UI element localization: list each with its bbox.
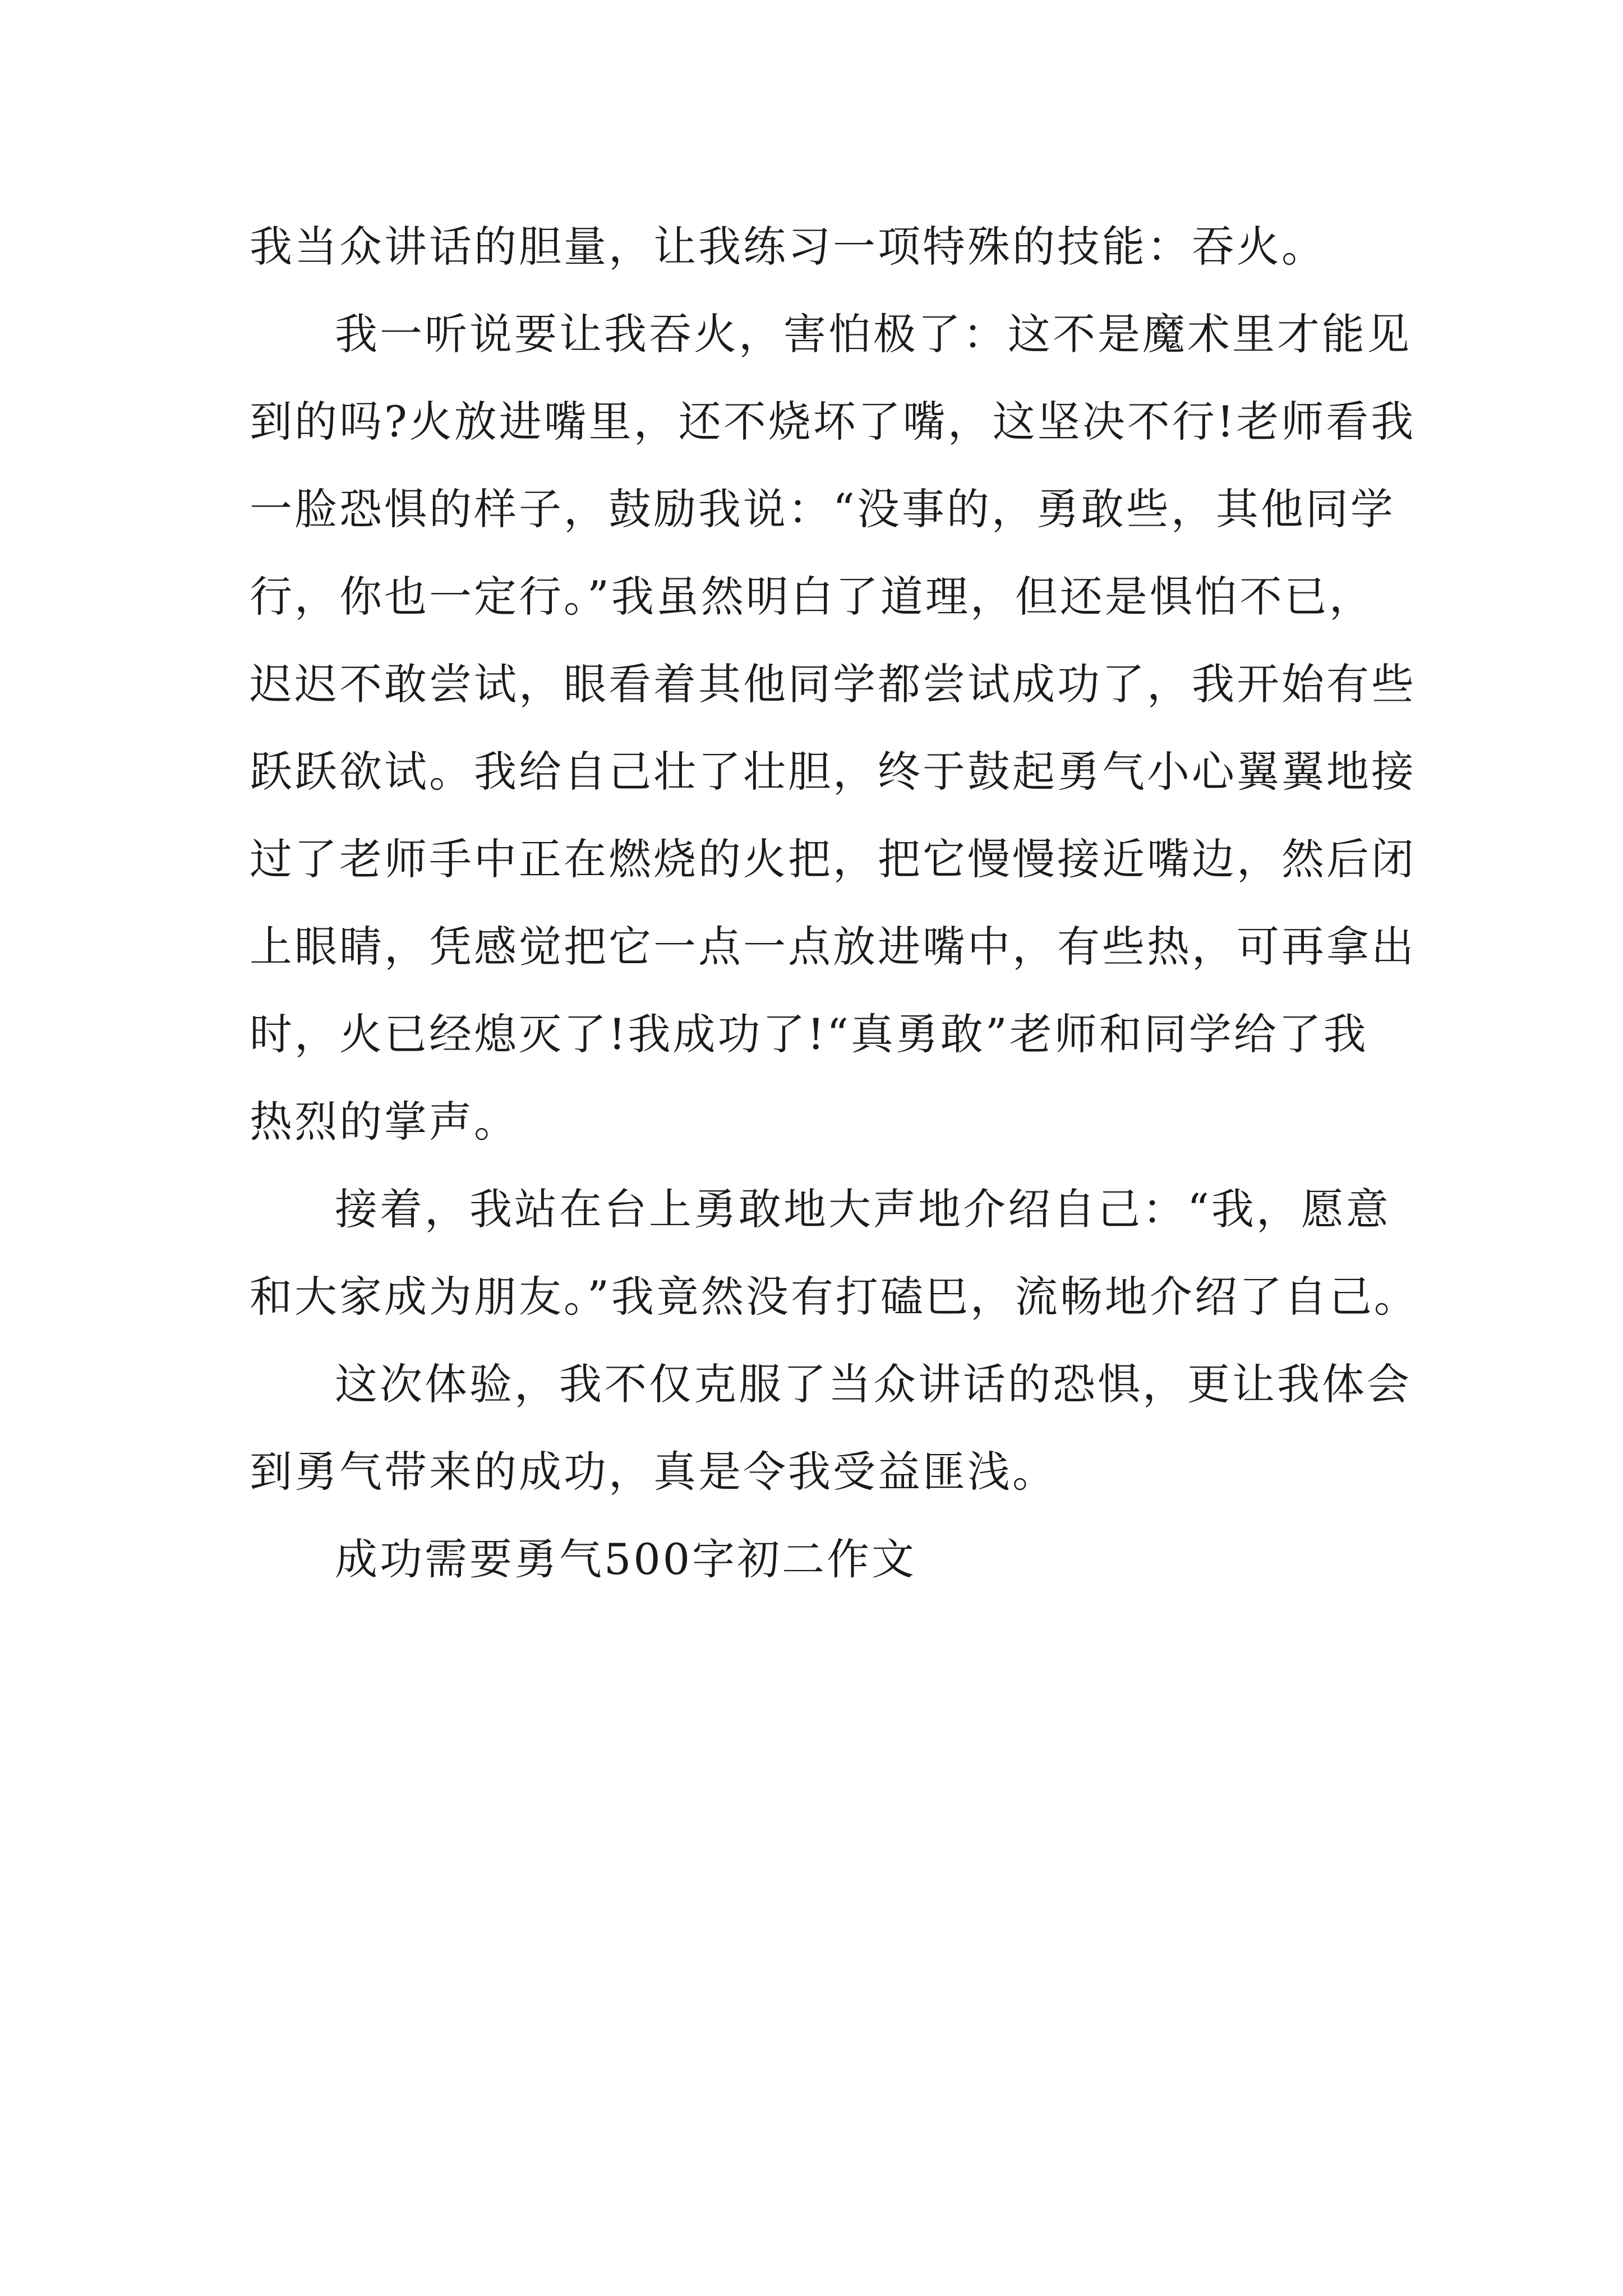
document-title-line: 成功需要勇气500字初二作文: [335, 1534, 917, 1584]
text-line: 到的吗?火放进嘴里，还不烧坏了嘴，这坚决不行!老师看我: [250, 397, 1416, 447]
paragraph-start-line: 接着，我站在台上勇敢地大声地介绍自己：“我，愿意: [335, 1184, 1391, 1234]
text-line: 到勇气带来的成功，真是令我受益匪浅。: [250, 1447, 1057, 1497]
paragraph-start-line: 这次体验，我不仅克服了当众讲话的恐惧，更让我体会: [335, 1359, 1412, 1409]
text-line: 我当众讲话的胆量，让我练习一项特殊的技能：吞火。: [250, 222, 1326, 272]
text-line: 上眼睛，凭感觉把它一点一点放进嘴中，有些热，可再拿出: [250, 922, 1416, 972]
text-line: 迟迟不敢尝试，眼看着其他同学都尝试成功了，我开始有些: [250, 659, 1416, 709]
paragraph-start-line: 我一听说要让我吞火，害怕极了：这不是魔术里才能见: [335, 309, 1412, 359]
text-line: 时，火已经熄灭了!我成功了!“真勇敢”老师和同学给了我: [250, 1009, 1368, 1059]
text-line: 过了老师手中正在燃烧的火把，把它慢慢接近嘴边，然后闭: [250, 834, 1416, 884]
text-line: 一脸恐惧的样子，鼓励我说：“没事的，勇敢些，其他同学: [250, 484, 1395, 534]
text-line: 和大家成为朋友。”我竟然没有打磕巴，流畅地介绍了自己。: [250, 1272, 1419, 1322]
essay-body: [250, 203, 1419, 1603]
text-line: 行，你也一定行。”我虽然明白了道理，但还是惧怕不已，: [250, 572, 1374, 622]
text-line: 跃跃欲试。我给自己壮了壮胆，终于鼓起勇气小心翼翼地接: [250, 747, 1416, 797]
text-line: 热烈的掌声。: [250, 1097, 519, 1147]
